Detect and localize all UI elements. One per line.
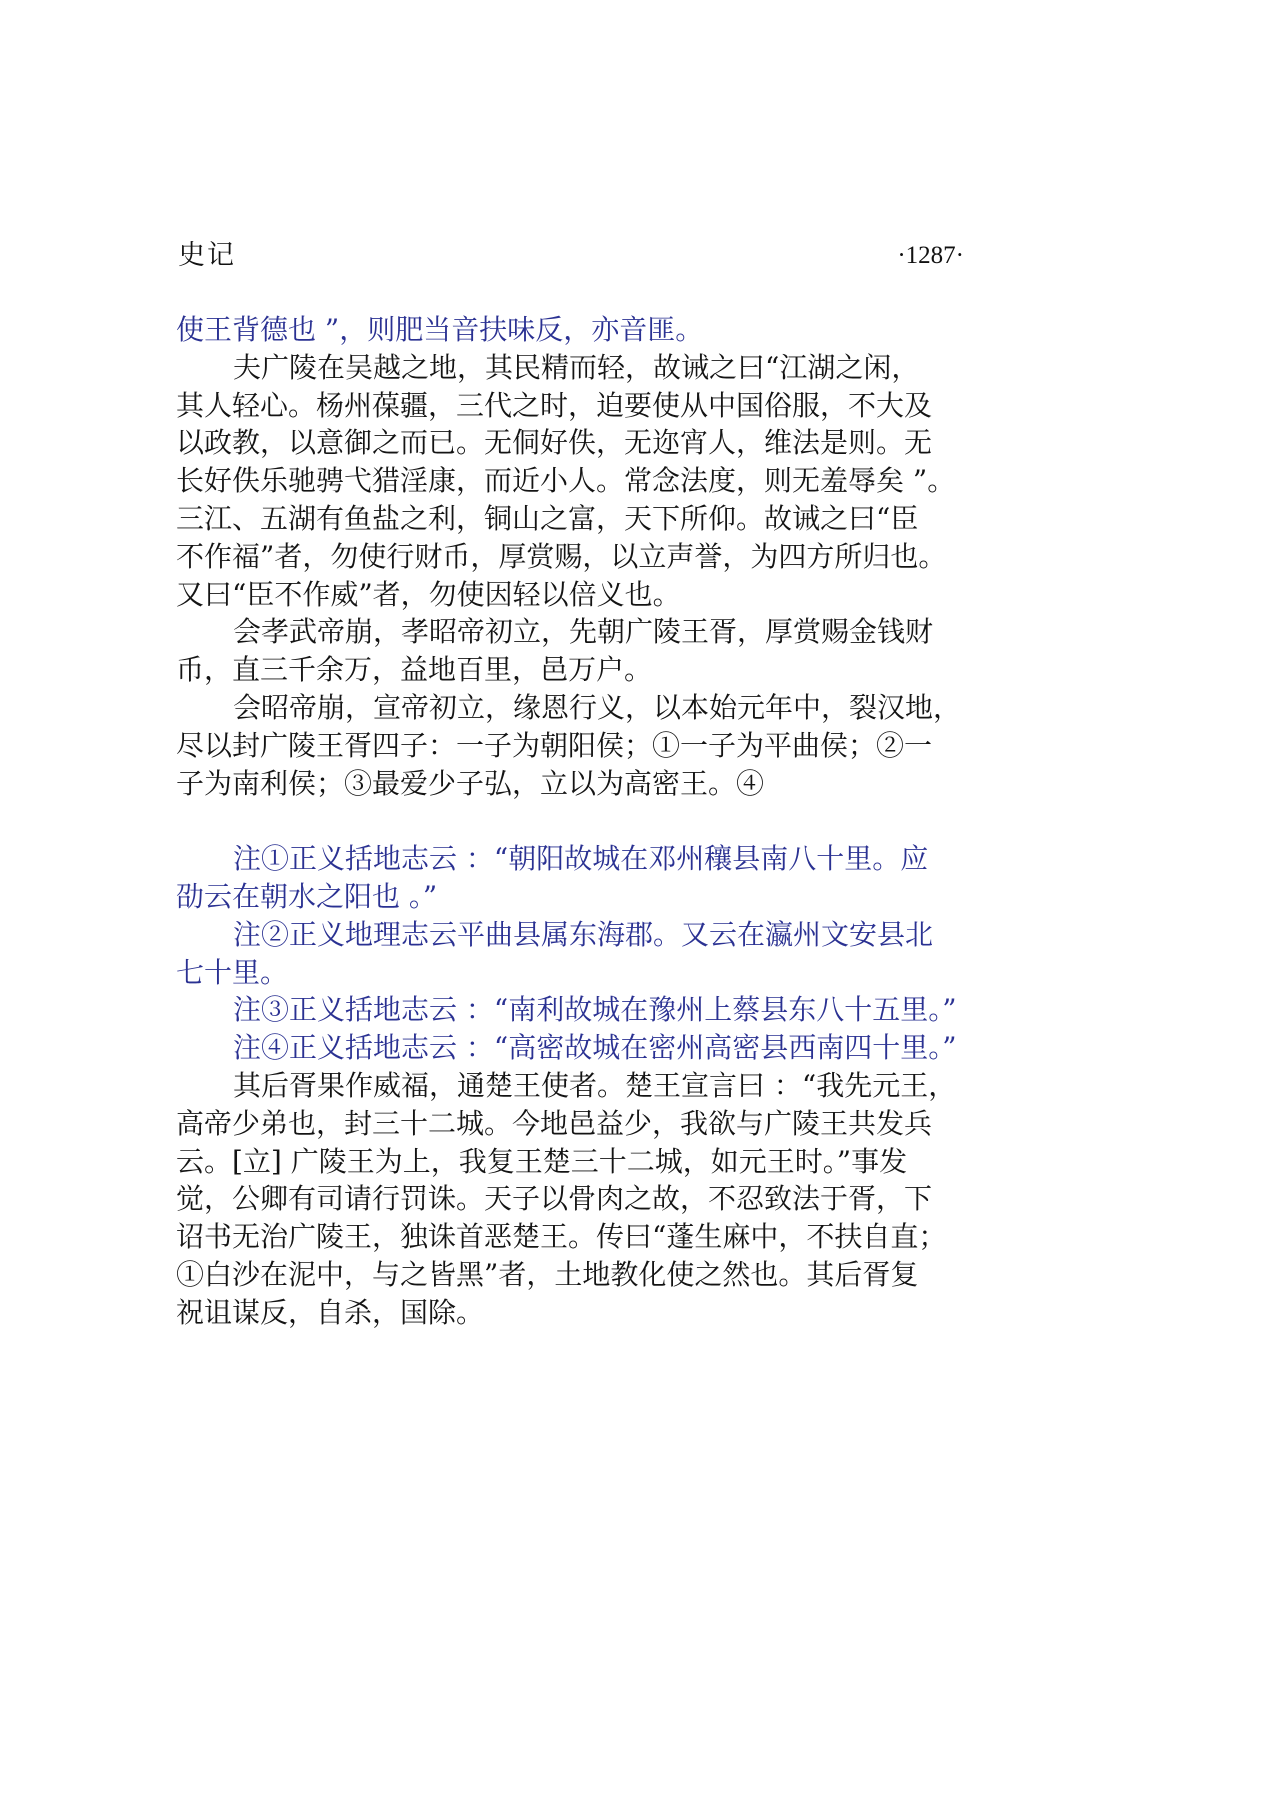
text-line: 以政教，以意御之而已。无侗好佚，无迩宵人，维法是则。无: [176, 426, 933, 460]
text-line: 夫广陵在吴越之地，其民精而轻，故诫之曰“江湖之闲，: [233, 350, 920, 384]
book-title: 史记: [178, 240, 236, 271]
text-line: 币，直三千余万，益地百里，邑万户。: [176, 653, 653, 687]
text-line: 不作福”者，勿使行财币，厚赏赐，以立声誉，为四方所归也。: [176, 539, 947, 573]
text-line: 会昭帝崩，宣帝初立，缘恩行义，以本始元年中，裂汉地，: [233, 690, 962, 724]
note-line: 注①正义括地志云 ：“朝阳故城在邓州穰县南八十里。应: [233, 842, 929, 876]
text-line: 觉，公卿有司请行罚诛。天子以骨肉之故，不忍致法于胥，下: [176, 1182, 933, 1216]
text-line: 尽以封广陵王胥四子：一子为朝阳侯；①一子为平曲侯；②一: [176, 728, 933, 762]
text-line: ①白沙在泥中，与之皆黑”者，土地教化使之然也。其后胥复: [176, 1257, 919, 1291]
text-line: 长好佚乐驰骋弋猎淫康，而近小人。常念法度，则无羞辱矣 ”。: [176, 464, 956, 498]
text-body: [176, 311, 996, 1332]
note-line: 注②正义地理志云平曲县属东海郡。又云在瀛州文安县北: [233, 917, 934, 951]
text-line: 诏书无治广陵王，独诛首恶楚王。传曰“蓬生麻中，不扶自直；: [176, 1220, 947, 1254]
note-line: 注④正义括地志云 ：“高密故城在密州高密县西南四十里。”: [233, 1031, 957, 1065]
text-line: 其人轻心。杨州葆疆，三代之时，迫要使从中国俗服，不大及: [176, 388, 933, 422]
text-line: 祝诅谋反，自杀，国除。: [176, 1295, 485, 1329]
text-line: 云。[立] 广陵王为上，我复王楚三十二城，如元王时。”事发: [176, 1144, 908, 1178]
text-line: 又曰“臣不作威”者，勿使因轻以倍义也。: [176, 577, 681, 611]
note-line: 注③正义括地志云 ：“南利故城在豫州上蔡县东八十五里。”: [233, 993, 957, 1027]
text-block-1: [176, 311, 996, 802]
note-continuation-line: 使王背德也 ”，则肥当音扶味反，亦音匪。: [176, 313, 704, 346]
text-line: 其后胥果作威福，通楚王使者。楚王宣言曰 ：“我先元王，: [233, 1068, 957, 1102]
note-line: 七十里。: [176, 955, 289, 989]
blank-line: [176, 802, 996, 840]
text-line: 三江、五湖有鱼盐之利，铜山之富，天下所仰。故诫之曰“臣: [176, 501, 919, 535]
text-line: 子为南利侯；③最爱少子弘，立以为高密王。④: [176, 766, 765, 800]
note-line: 劭云在朝水之阳也 。”: [176, 879, 438, 913]
text-line: 高帝少弟也，封三十二城。今地邑益少，我欲与广陵王共发兵: [176, 1106, 933, 1140]
notes-block: [176, 840, 996, 1067]
text-block-2: [176, 1067, 996, 1332]
running-header: [176, 236, 964, 276]
page-number: ·1287·: [897, 242, 964, 269]
text-line: 会孝武帝崩，孝昭帝初立，先朝广陵王胥，厚赏赐金钱财: [233, 615, 934, 649]
